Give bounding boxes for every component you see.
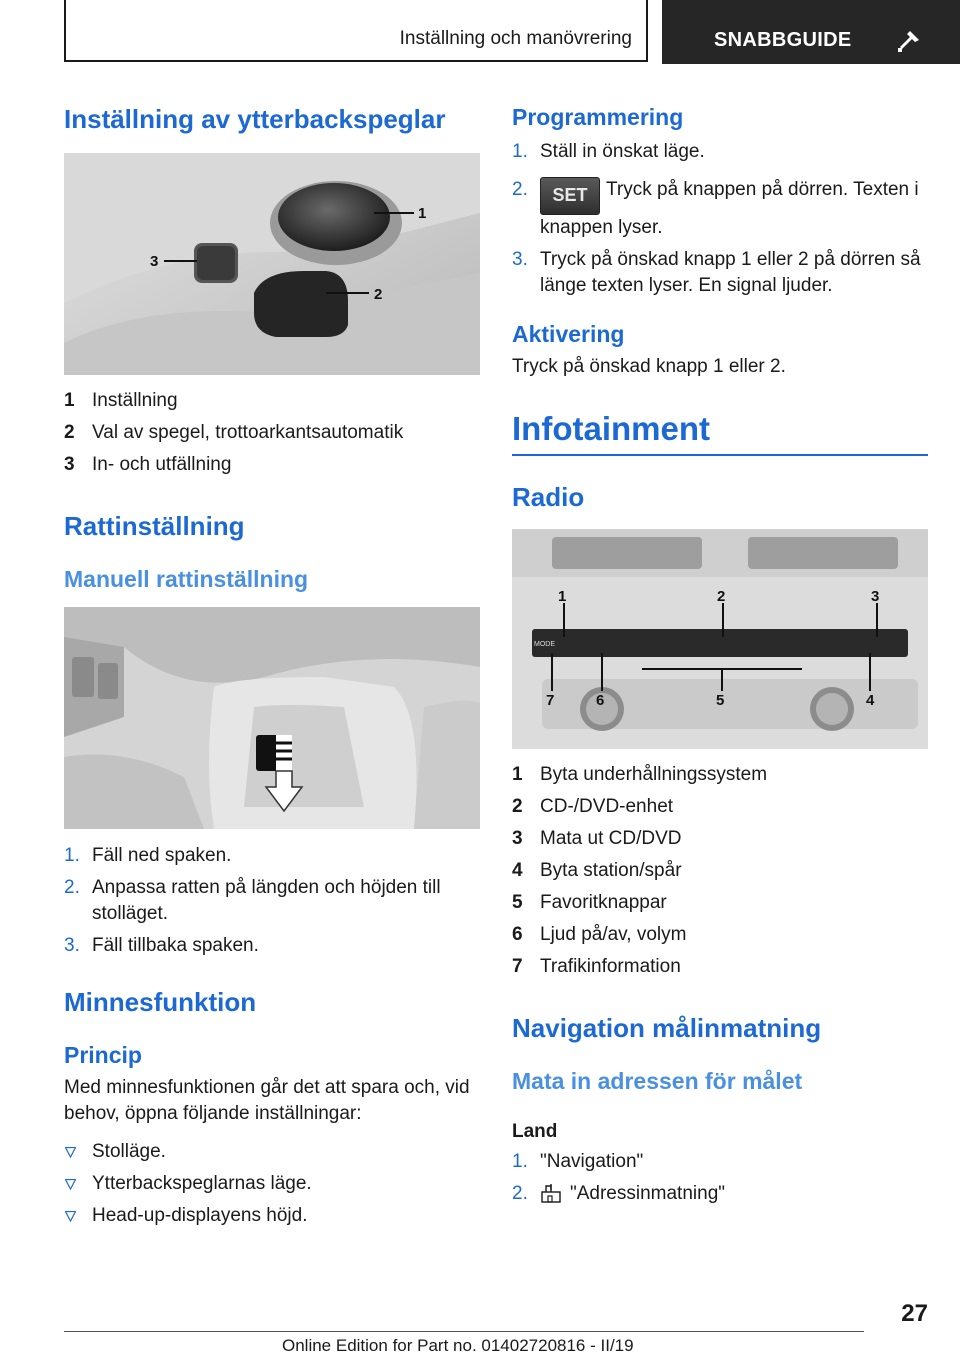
legend-text: Byta underhållningssystem: [540, 764, 768, 785]
mirror-callout-1: 1: [418, 205, 427, 222]
steering-lever-illustration: [64, 607, 480, 829]
bullet-item: [64, 1139, 480, 1165]
radio-callout-3: 3: [871, 588, 880, 605]
bullet-text: Stolläge.: [92, 1141, 166, 1162]
step-number: 3.: [64, 935, 80, 956]
snabbguide-tab-label: SNABBGUIDE: [714, 29, 852, 51]
memory-subtitle: Princip: [64, 1042, 142, 1068]
footer-divider: [64, 1331, 864, 1332]
land-label: Land: [512, 1121, 558, 1142]
step-item: [64, 875, 480, 927]
step-number: 2.: [512, 1183, 528, 1204]
snabbguide-tab[interactable]: [662, 0, 960, 64]
radio-panel-figure: [512, 529, 928, 749]
programming-title: Programmering: [512, 104, 684, 130]
step-number: 2.: [512, 179, 528, 200]
navigation-subtitle: Mata in adressen för målet: [512, 1068, 803, 1094]
step-item: [512, 1181, 928, 1207]
legend-number: 6: [512, 924, 523, 945]
navigation-title: Navigation målinmatning: [512, 1013, 822, 1043]
radio-callout-1: 1: [558, 588, 567, 605]
step-number: 1.: [64, 845, 80, 866]
radio-title: Radio: [512, 482, 585, 512]
mirror-control-figure: [64, 153, 480, 375]
step-item: [512, 247, 928, 299]
mirror-control-illustration: [64, 153, 480, 375]
step-text: Fäll ned spaken.: [92, 845, 232, 866]
radio-legend: [512, 759, 928, 983]
legend-number: 3: [64, 454, 75, 475]
legend-text: Inställning: [92, 390, 178, 411]
radio-panel-illustration: [512, 529, 928, 749]
memory-intro: Med minnesfunktionen går det att spara och, vid behov, öppna följande inställningar:: [64, 1077, 470, 1124]
legend-item: [512, 823, 928, 855]
footer-edition-text: Online Edition for Part no. 01402720816 - II/19: [282, 1336, 634, 1355]
legend-item: [512, 887, 928, 919]
legend-item: [512, 759, 928, 791]
programming-steps: [512, 139, 928, 299]
radio-callout-2: 2: [717, 588, 726, 605]
left-column: [64, 96, 480, 1235]
mirror-legend: [64, 385, 480, 481]
legend-number: 3: [512, 828, 523, 849]
step-item: [64, 933, 480, 959]
legend-number: 2: [512, 796, 523, 817]
step-item: [512, 139, 928, 165]
step-text: Fäll tillbaka spaken.: [92, 935, 259, 956]
step-text: Tryck på önskad knapp 1 eller 2 på dörren så länge texten lyser. En signal ljuder.: [540, 249, 921, 296]
radio-callout-7: 7: [546, 692, 555, 709]
legend-text: In- och utfällning: [92, 454, 232, 475]
bullet-triangle-icon: [65, 1211, 76, 1222]
bullet-item: [64, 1171, 480, 1197]
bullet-triangle-icon: [65, 1179, 76, 1190]
legend-item: [512, 791, 928, 823]
legend-item: [64, 449, 480, 481]
mirror-callout-2: 2: [374, 286, 383, 303]
legend-number: 2: [64, 422, 75, 443]
activation-text: Tryck på önskad knapp 1 eller 2.: [512, 356, 786, 377]
legend-text: Trafikinformation: [540, 956, 681, 977]
bullet-triangle-icon: [65, 1147, 76, 1158]
steering-lever-figure: [64, 607, 480, 829]
step-text: Anpassa ratten på längden och höjden till stolläget.: [92, 877, 441, 924]
legend-item: [64, 417, 480, 449]
step-text: "Adressinmatning": [570, 1183, 726, 1204]
bullet-item: [64, 1203, 480, 1229]
step-item: [512, 1149, 928, 1175]
memory-title: Minnesfunktion: [64, 987, 257, 1017]
bullet-text: Head-up-displayens höjd.: [92, 1205, 308, 1226]
mirror-callout-3: 3: [150, 253, 159, 270]
radio-mode-label: MODE: [534, 641, 555, 648]
set-button-icon: SET: [540, 177, 600, 215]
legend-item: [64, 385, 480, 417]
radio-callout-5: 5: [716, 692, 725, 709]
page-number: 27: [901, 1300, 928, 1327]
step-number: 2.: [64, 877, 80, 898]
step-number: 1.: [512, 1151, 528, 1172]
step-text: Tryck på knappen på dörren. Texten i knappen lyser.: [540, 179, 919, 238]
step-text: Ställ in önskat läge.: [540, 141, 705, 162]
right-column: [512, 96, 928, 1213]
legend-item: [512, 919, 928, 951]
legend-text: Ljud på/av, volym: [540, 924, 687, 945]
legend-number: 4: [512, 860, 523, 881]
step-item: [512, 177, 928, 241]
legend-number: 7: [512, 956, 523, 977]
radio-callout-6: 6: [596, 692, 605, 709]
radio-callout-4: 4: [866, 692, 875, 709]
steering-subtitle: Manuell rattinställning: [64, 566, 309, 592]
legend-text: Favoritknappar: [540, 892, 667, 913]
steering-steps: [64, 843, 480, 959]
legend-text: Byta station/spår: [540, 860, 682, 881]
mirrors-title: Inställning av ytterbackspeglar: [64, 104, 446, 134]
legend-item: [512, 951, 928, 983]
legend-number: 1: [512, 764, 523, 785]
legend-number: 5: [512, 892, 523, 913]
bullet-text: Ytterbackspeglarnas läge.: [92, 1173, 312, 1194]
navigation-steps: [512, 1149, 928, 1207]
legend-text: Val av spegel, trottoarkantsautomatik: [92, 422, 404, 443]
step-number: 1.: [512, 141, 528, 162]
steering-title: Rattinställning: [64, 511, 245, 541]
legend-text: Mata ut CD/DVD: [540, 828, 682, 849]
step-item: [64, 843, 480, 869]
step-number: 3.: [512, 249, 528, 270]
wrench-pin-icon: [896, 28, 922, 54]
header-section-title: Inställning och manövrering: [399, 28, 632, 49]
legend-text: CD-/DVD-enhet: [540, 796, 674, 817]
step-text: "Navigation": [540, 1151, 644, 1172]
infotainment-title: Infotainment: [512, 410, 928, 456]
activation-title: Aktivering: [512, 321, 625, 347]
legend-number: 1: [64, 390, 75, 411]
legend-item: [512, 855, 928, 887]
address-input-icon: [540, 1183, 562, 1203]
memory-bullets: [64, 1139, 480, 1229]
